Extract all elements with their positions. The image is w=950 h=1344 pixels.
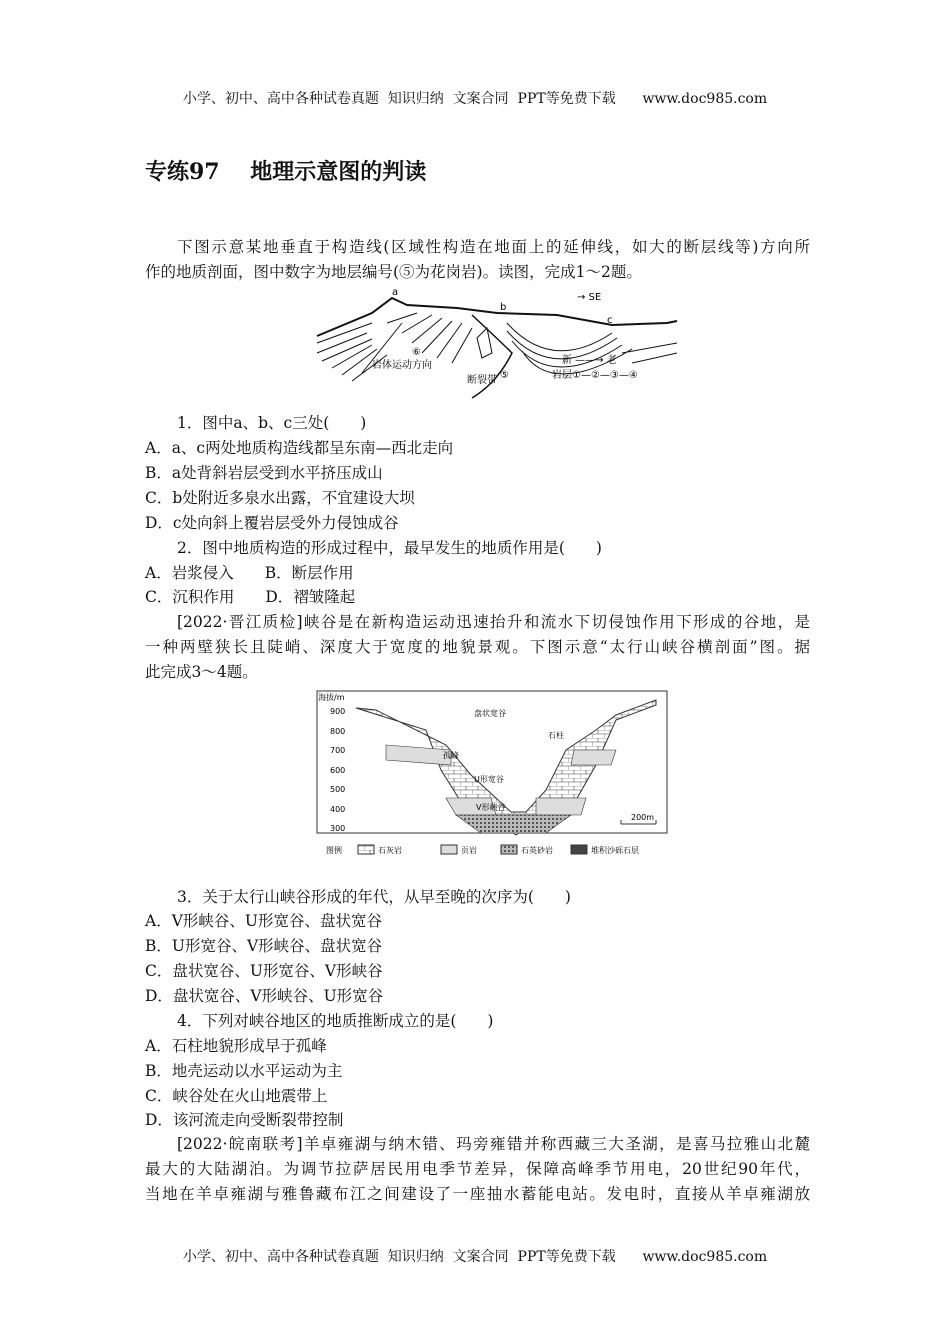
legend-strata: 岩层①—②—③—④ [552,370,638,381]
y-tick: 600 [330,766,346,775]
rock-movement-label: 岩体运动方向 [372,360,432,371]
y-tick: 900 [330,707,346,716]
label-c: c [607,315,613,326]
y-tick: 700 [330,746,346,755]
y-tick: 400 [330,805,346,814]
legend-limestone: 石灰岩 [378,846,402,855]
q3-option-a[interactable]: A．V形峡谷、U形宽谷、盘状宽谷 [145,912,382,930]
fault-zone-label: 断裂带 [467,375,497,386]
intro-paragraph-3: 当地在羊卓雍湖与雅鲁藏布江之间建设了一座抽水蓄能电站。发电时，直接从羊卓雍湖放 [145,1185,810,1203]
q1-option-b[interactable]: B．a处背斜岩层受到水平挤压成山 [145,464,383,482]
q4-option-a[interactable]: A．石柱地貌形成早于孤峰 [145,1037,327,1055]
label-stone-pillar: 石柱 [548,731,564,740]
legend-title: 图例 [326,846,342,855]
question-4: 4．下列对峡谷地区的地质推断成立的是( ) [177,1012,494,1030]
label-v-canyon: V形峡谷 [476,803,506,812]
direction-se: → SE [577,292,602,303]
intro-paragraph: 下图示意某地垂直于构造线(区域性构造在地面上的延伸线，如大的断层线等)方向所 [177,238,810,256]
label-a: a [392,287,399,298]
label-b: b [500,302,507,313]
label-isolated-peak: 孤峰 [443,751,459,760]
question-2: 2．图中地质构造的形成过程中，最早发生的地质作用是( ) [177,539,602,557]
q3-option-d[interactable]: D．盘状宽谷、V形峡谷、U形宽谷 [145,987,384,1005]
y-axis-label: 海拔/m [318,693,345,702]
question-1: 1．图中a、b、c三处( ) [177,414,367,432]
q2-options-ab[interactable]: A．岩浆侵入 B．断层作用 [145,564,354,582]
intro-paragraph-3: [2022·皖南联考]羊卓雍湖与纳木错、玛旁雍错并称西藏三大圣湖，是喜马拉雅山北麓 [177,1135,810,1153]
question-3: 3．关于太行山峡谷形成的年代，从早至晚的次序为( ) [177,888,571,906]
q4-option-b[interactable]: B．地壳运动以水平运动为主 [145,1062,343,1080]
intro-paragraph: 作的地质剖面，图中数字为地层编号(⑤为花岗岩)。读图，完成1～2题。 [145,263,642,281]
q1-option-c[interactable]: C．b处附近多泉水出露，不宜建设大坝 [145,489,415,507]
intro-paragraph-2: [2022·晋江质检]峡谷是在新构造运动迅速抬升和流水下切侵蚀作用下形成的谷地，是 [177,613,810,631]
intro-paragraph-2: 此完成3～4题。 [145,663,258,681]
label-5: ⑤ [500,370,509,381]
legend-gravel: 堆积沙砾石层 [591,846,639,855]
intro-paragraph-2: 一种两壁狭长且陡峭、深度大于宽度的地貌景观。下图示意“太行山峡谷横剖面”图。据 [145,638,810,656]
page-title: 专练97 地理示意图的判读 [145,159,427,185]
label-pan-valley: 盘状宽谷 [474,709,506,718]
q1-option-d[interactable]: D．c处向斜上覆岩层受外力侵蚀成谷 [145,514,399,532]
q4-option-c[interactable]: C．峡谷处在火山地震带上 [145,1087,328,1105]
y-tick: 800 [330,727,346,736]
y-tick: 300 [330,824,346,833]
q4-option-d[interactable]: D．该河流走向受断裂带控制 [145,1111,344,1129]
q1-option-a[interactable]: A．a、c两处地质构造线都呈东南—西北走向 [145,439,454,457]
geologic-section-figure [312,283,687,413]
canyon-profile-figure [316,690,670,860]
y-tick: 500 [330,785,346,794]
legend-quartz-sandstone: 石英砂岩 [521,846,553,855]
legend-new-old: 新 ——→ 老 [562,355,617,366]
q2-options-cd[interactable]: C．沉积作用 D．褶皱隆起 [145,588,356,606]
scale-bar-label: 200m [631,813,655,822]
intro-paragraph-3: 最大的大陆湖泊。为调节拉萨居民用电季节差异，保障高峰季节用电，20世纪90年代， [145,1160,810,1178]
q3-option-b[interactable]: B．U形宽谷、V形峡谷、盘状宽谷 [145,937,383,955]
page-footer: 小学、初中、高中各种试卷真题 知识归纳 文案合同 PPT等免费下载 www.doc985.com [182,1249,768,1265]
label-6: ⑥ [412,347,421,358]
q3-option-c[interactable]: C．盘状宽谷、U形宽谷、V形峡谷 [145,962,383,980]
legend-shale: 页岩 [461,846,477,855]
label-u-valley: U形宽谷 [474,775,504,784]
page-header: 小学、初中、高中各种试卷真题 知识归纳 文案合同 PPT等免费下载 www.doc985.com [182,91,768,107]
